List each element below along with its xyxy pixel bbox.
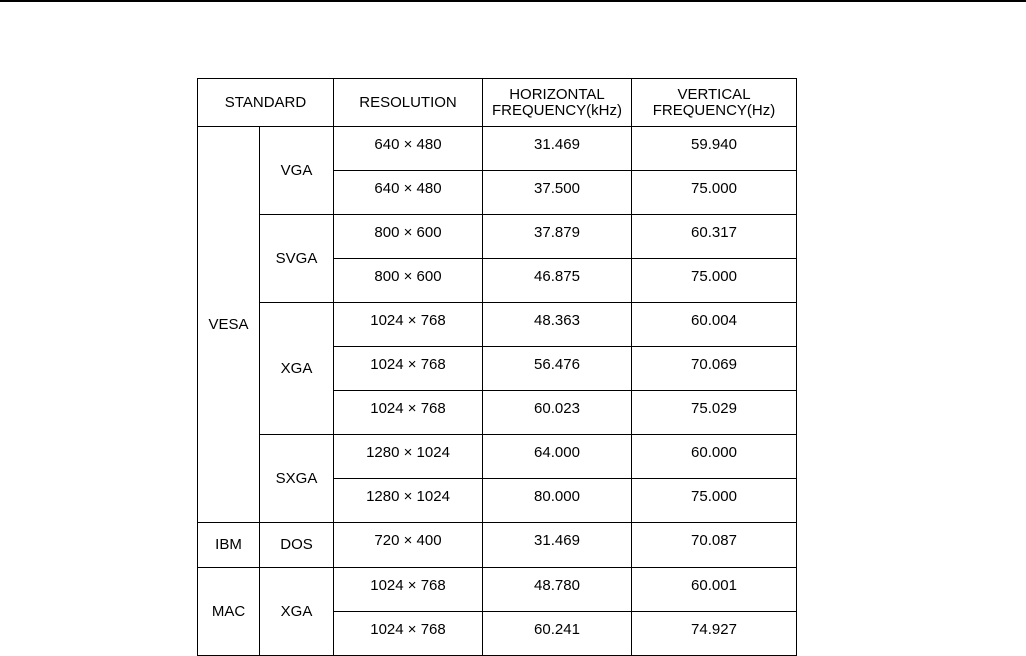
horizontal-cell: 60.241 — [483, 612, 632, 656]
mode-mac-xga: XGA — [260, 568, 334, 656]
table-row — [198, 215, 797, 259]
standard-vesa: VESA — [198, 127, 260, 523]
resolution-cell: 1024 × 768 — [334, 612, 483, 656]
mode-vga: VGA — [260, 127, 334, 215]
mode-xga: XGA — [260, 303, 334, 435]
resolution-cell: 640 × 480 — [334, 127, 483, 171]
mode-svga: SVGA — [260, 215, 334, 303]
vertical-cell: 60.000 — [632, 435, 797, 479]
resolution-cell: 1024 × 768 — [334, 568, 483, 612]
vertical-cell: 60.317 — [632, 215, 797, 259]
horizontal-cell: 37.500 — [483, 171, 632, 215]
vertical-cell: 60.004 — [632, 303, 797, 347]
horizontal-cell: 80.000 — [483, 479, 632, 523]
resolution-cell: 1024 × 768 — [334, 303, 483, 347]
table-row — [198, 435, 797, 479]
horizontal-cell: 60.023 — [483, 391, 632, 435]
timing-table — [197, 78, 797, 656]
table-row — [198, 127, 797, 171]
resolution-cell: 800 × 600 — [334, 215, 483, 259]
horizontal-cell: 64.000 — [483, 435, 632, 479]
vertical-cell: 75.029 — [632, 391, 797, 435]
resolution-cell: 1024 × 768 — [334, 391, 483, 435]
header-horizontal-frequency: HORIZONTAL FREQUENCY(kHz) — [483, 79, 632, 127]
horizontal-cell: 37.879 — [483, 215, 632, 259]
table-row — [198, 303, 797, 347]
resolution-cell: 1024 × 768 — [334, 347, 483, 391]
vertical-cell: 75.000 — [632, 259, 797, 303]
resolution-cell: 1280 × 1024 — [334, 479, 483, 523]
resolution-cell: 640 × 480 — [334, 171, 483, 215]
header-resolution: RESOLUTION — [334, 79, 483, 127]
vertical-cell: 75.000 — [632, 171, 797, 215]
table-row — [198, 523, 797, 568]
horizontal-cell: 31.469 — [483, 127, 632, 171]
mode-dos: DOS — [260, 523, 334, 568]
standard-ibm: IBM — [198, 523, 260, 568]
resolution-cell: 800 × 600 — [334, 259, 483, 303]
vertical-cell: 70.087 — [632, 523, 797, 568]
horizontal-cell: 56.476 — [483, 347, 632, 391]
horizontal-cell: 48.780 — [483, 568, 632, 612]
header-row — [198, 79, 797, 127]
vertical-cell: 70.069 — [632, 347, 797, 391]
horizontal-cell: 31.469 — [483, 523, 632, 568]
header-vertical-frequency: VERTICAL FREQUENCY(Hz) — [632, 79, 797, 127]
horizontal-cell: 48.363 — [483, 303, 632, 347]
header-standard: STANDARD — [198, 79, 334, 127]
vertical-cell: 59.940 — [632, 127, 797, 171]
vertical-cell: 60.001 — [632, 568, 797, 612]
resolution-cell: 1280 × 1024 — [334, 435, 483, 479]
table-row — [198, 568, 797, 612]
resolution-cell: 720 × 400 — [334, 523, 483, 568]
mode-sxga: SXGA — [260, 435, 334, 523]
vertical-cell: 75.000 — [632, 479, 797, 523]
vertical-cell: 74.927 — [632, 612, 797, 656]
standard-mac: MAC — [198, 568, 260, 656]
horizontal-cell: 46.875 — [483, 259, 632, 303]
top-rule — [0, 0, 1026, 2]
